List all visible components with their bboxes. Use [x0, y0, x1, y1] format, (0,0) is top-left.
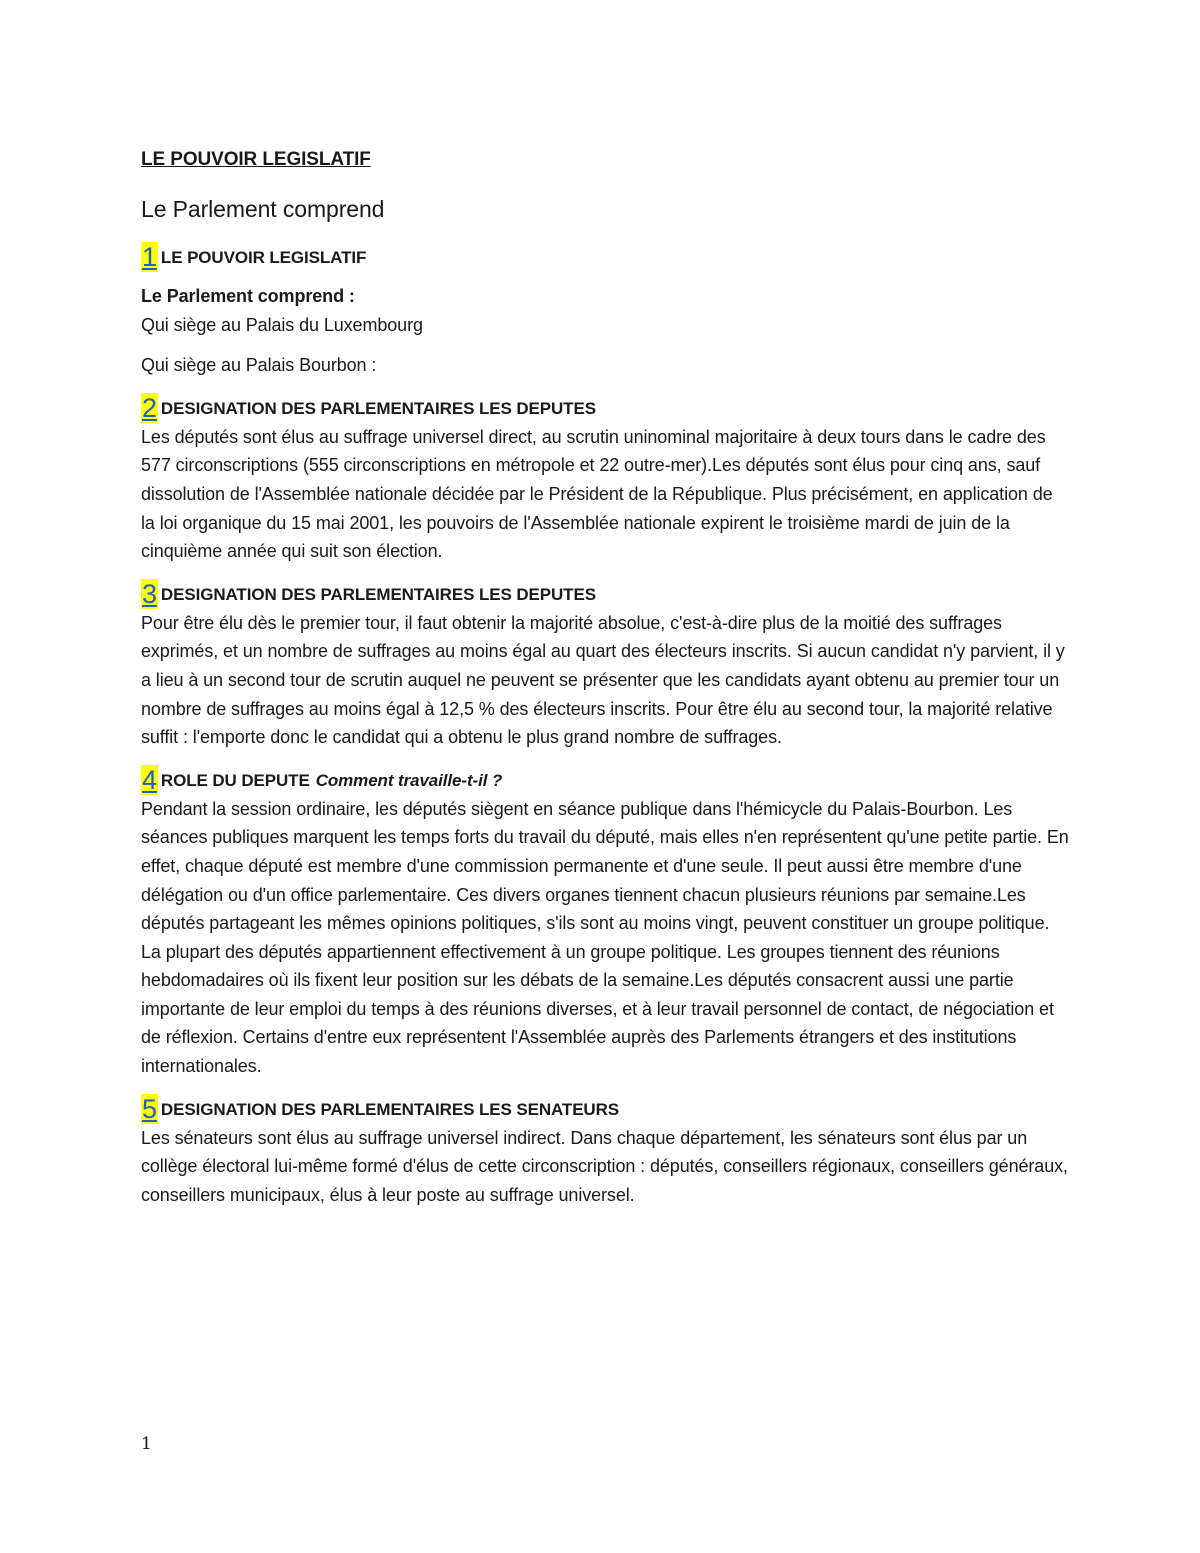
section-5-heading-row — [141, 1094, 1071, 1124]
section-3 — [141, 579, 1071, 752]
section-2-heading-row — [141, 393, 1071, 423]
section-heading: ROLE DU DEPUTE — [160, 770, 310, 790]
section-body: Pendant la session ordinaire, les députés siègent en séance publique dans l'hémicycle du Palais-Bourbon. Les séances publiques marquent les temps forts du travail du député, mais elles n'en représentent qu'une petite partie. En effet, chaque député est membre d'une commission permanente et d'une seule. Il peut aussi être membre d'une délégation ou d'un office parlementaire. Ces divers organes tiennent chacun plusieurs réunions par semaine.Les députés partageant les mêmes opinions politiques, s'ils sont au moins vingt, peuvent constituer un groupe politique. La plupart des députés appartiennent effectivement à un groupe politique. Les groupes tiennent des réunions hebdomadaires où ils fixent leur position sur les débats de la semaine.Les députés consacrent aussi une partie importante de leur emploi du temps à des réunions diverses, et à leur travail personnel de contact, de négociation et de réflexion. Certains d'entre eux représentent l'Assemblée auprès des Parlements étrangers et des institutions internationales. — [141, 798, 1069, 1077]
section-2 — [141, 393, 1071, 566]
section-number: 1 — [142, 242, 157, 272]
section-heading: LE POUVOIR LEGISLATIF — [160, 248, 367, 267]
intro-bold-line: Le Parlement comprend : — [141, 286, 355, 306]
section-1-heading-row — [141, 242, 1071, 272]
section-1 — [141, 242, 1071, 380]
section-heading-extra: Comment travaille-t-il ? — [315, 770, 503, 790]
section-heading: DESIGNATION DES PARLEMENTAIRES LES DEPUTES — [160, 398, 596, 418]
page-number: 1 — [141, 1434, 152, 1454]
section-heading: DESIGNATION DES PARLEMENTAIRES LES SENATEURS — [160, 1099, 620, 1119]
section-body: Pour être élu dès le premier tour, il faut obtenir la majorité absolue, c'est-à-dire plus de la moitié des suffrages exprimés, et un nombre de suffrages au moins égal au quart des électeurs inscrits. Si aucun candidat n'y parvient, il y a lieu à un second tour de scrutin auquel ne peuvent se présenter que les candidats ayant obtenu au premier tour un nombre de suffrages au moins égal à 12,5 % des électeurs inscrits. Pour être élu au second tour, la majorité relative suffit : l'emporte donc le candidat qui a obtenu le plus grand nombre de suffrages. — [141, 612, 1065, 748]
section-1-body — [141, 282, 1071, 380]
section-4 — [141, 765, 1071, 1081]
document-content — [141, 146, 1071, 1222]
section-number: 2 — [142, 392, 157, 423]
section-3-heading-row — [141, 579, 1071, 609]
document-title: LE POUVOIR LEGISLATIF — [141, 149, 371, 170]
section-body: Les députés sont élus au suffrage universel direct, au scrutin uninominal majoritaire à deux tours dans le cadre des 577 circonscriptions (555 circonscriptions en métropole et 22 outre-mer).Les députés sont élus pour cinq ans, sauf dissolution de l'Assemblée nationale décidée par le Président de la République. Plus précisément, en application de la loi organique du 15 mai 2001, les pouvoirs de l'Assemblée nationale expirent le troisième mardi de juin de la cinquième année qui suit son élection. — [141, 426, 1053, 562]
section-number: 5 — [142, 1093, 157, 1124]
bourbon-line: Qui siège au Palais Bourbon : — [141, 355, 377, 376]
section-heading: DESIGNATION DES PARLEMENTAIRES LES DEPUTES — [160, 584, 596, 604]
document-subtitle: Le Parlement comprend — [141, 196, 385, 222]
luxembourg-line: Qui siège au Palais du Luxembourg — [141, 314, 423, 335]
section-number: 4 — [142, 764, 157, 795]
section-body: Les sénateurs sont élus au suffrage universel indirect. Dans chaque département, les sénateurs sont élus par un collège électoral lui-même formé d'élus de cette circonscription : députés, conseillers régionaux, conseillers généraux, conseillers municipaux, élus à leur poste au suffrage universel. — [141, 1127, 1068, 1205]
section-4-heading-row — [141, 765, 1071, 795]
section-number: 3 — [142, 578, 157, 609]
section-5 — [141, 1094, 1071, 1210]
